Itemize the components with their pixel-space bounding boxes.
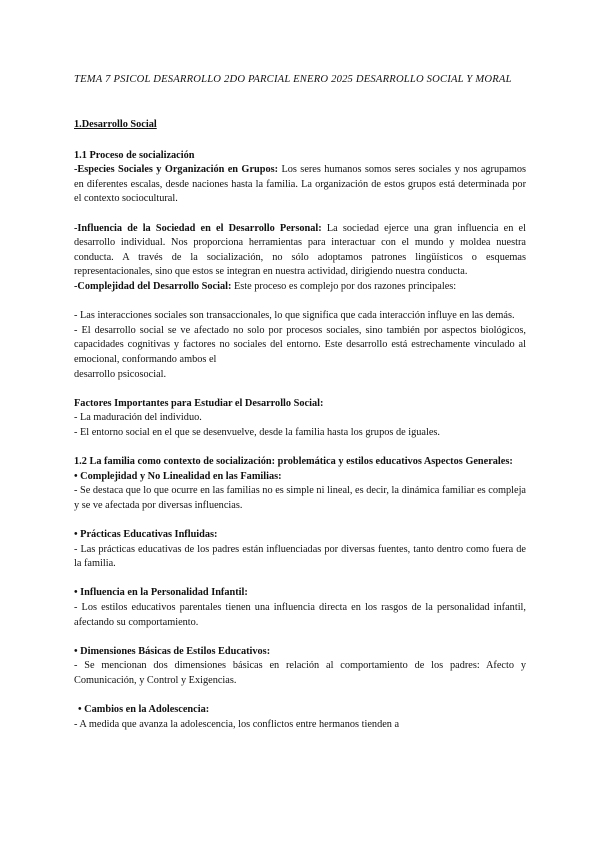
paragraph-label: -Complejidad del Desarrollo Social: (74, 280, 232, 292)
bullet-text: - Se destaca que lo que ocurre en las familias no es simple ni lineal, es decir, la dinámica familiar es compleja y se ve afectada por diversas influencias. (74, 485, 526, 511)
bullet-text: - Las prácticas educativas de los padres están influenciadas por diversas fuentes, tanto dentro como fuera de la familia. (74, 543, 526, 570)
factor-item: - El entorno social en el que se desenvuelve, desde la familia hasta los grupos de iguales. (74, 426, 440, 438)
paragraph-desarrollo-social-afectado: - El desarrollo social se ve afectado no solo por procesos sociales, sino también por aspectos biológicos, capacidades cognitivas y factores no sociales del entorno. Este desarrollo está estrechamente vinculado al emocional, conformando ambos el (74, 324, 526, 365)
bullet-text: - A medida que avanza la adolescencia, los conflictos entre hermanos tienden a (74, 718, 400, 730)
paragraph-especies-sociales (74, 163, 526, 207)
paragraph-label: -Especies Sociales y Organización en Grupos: (74, 164, 279, 176)
bullet-text: - Los estilos educativos parentales tienen una influencia directa en los rasgos de la personalidad infantil, afectando su comportamiento. (74, 602, 526, 628)
subsection-heading-familia: 1.2 La familia como contexto de socialización: problemática y estilos educativos Aspectos Generales: (74, 456, 513, 468)
page-content (74, 72, 526, 732)
bullet-heading: • Dimensiones Básicas de Estilos Educativos: (74, 645, 271, 657)
document-title: TEMA 7 PSICOL DESARROLLO 2DO PARCIAL ENERO 2025 DESARROLLO SOCIAL Y MORAL (74, 74, 512, 85)
paragraph-text: Este proceso es complejo por dos razones principales: (231, 280, 457, 292)
bullet-heading: • Cambios en la Adolescencia: (78, 704, 210, 716)
paragraph-influencia-sociedad (74, 222, 526, 280)
paragraph-text: La sociedad ejerce una gran influencia en el desarrollo individual. Nos proporciona herramientas para interactuar con el mundo y moldea nuestra conducta. A través de la socialización, no sólo adoptamos patrones lingüísticos o esquemas representacionales, sino que estos se integran en nuestra actividad, dirigiendo nuestra conducta. (74, 222, 526, 278)
factor-item: - La maduración del individuo. (74, 412, 202, 424)
section-heading-desarrollo-social: 1.Desarrollo Social (74, 119, 157, 130)
paragraph-complejidad (74, 280, 526, 295)
factors-heading: Factores Importantes para Estudiar el Desarrollo Social: (74, 397, 324, 409)
bullet-heading: • Complejidad y No Linealidad en las Familias: (74, 470, 282, 482)
paragraph-text: Los seres humanos somos seres sociales y nos agrupamos en diferentes escalas, desde naciones hasta la familia. La organización de estos grupos está determinada por el contexto sociocultural. (74, 164, 526, 205)
paragraph-desarrollo-psicosocial: desarrollo psicosocial. (74, 368, 167, 380)
subsection-heading-socializacion: 1.1 Proceso de socialización (74, 149, 195, 161)
bullet-text: - Se mencionan dos dimensiones básicas en relación al comportamiento de los padres: Afecto y Comunicación, y Control y Exigencias. (74, 660, 526, 686)
paragraph-label: -Influencia de la Sociedad en el Desarrollo Personal: (74, 222, 322, 234)
bullet-heading: • Influencia en la Personalidad Infantil: (74, 587, 248, 599)
paragraph-interacciones: - Las interacciones sociales son transaccionales, lo que significa que cada interacción influye en las demás. (74, 310, 515, 322)
bullet-heading: • Prácticas Educativas Influidas: (74, 529, 218, 541)
